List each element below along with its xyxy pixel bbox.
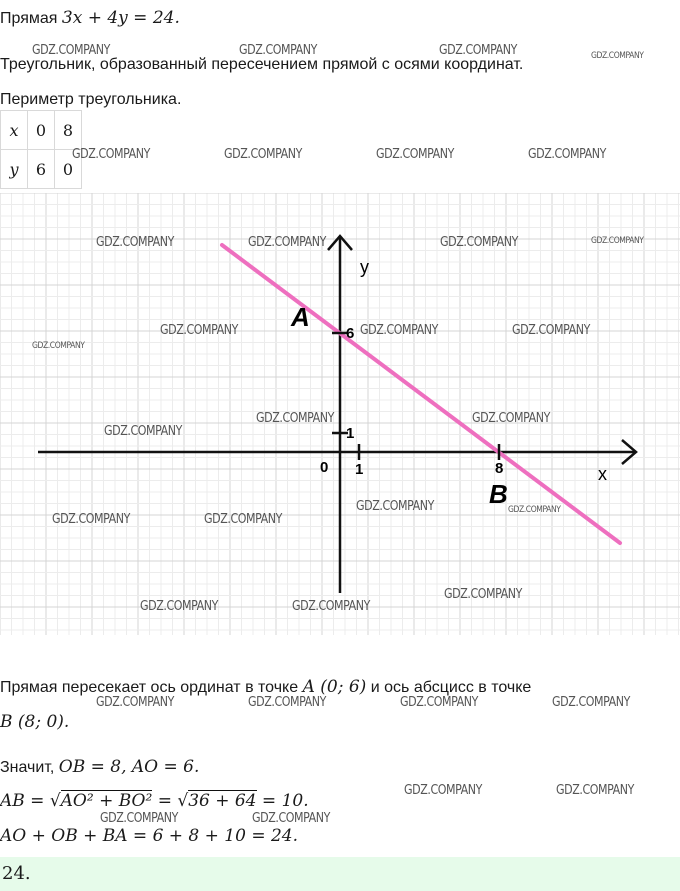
watermark: GDZ.COMPANY xyxy=(248,235,326,250)
watermark: GDZ.COMPANY xyxy=(204,512,282,527)
table-cell: x xyxy=(1,111,28,150)
table-cell: 0 xyxy=(28,111,55,150)
answer-value: 24. xyxy=(2,863,31,884)
watermark: GDZ.COMPANY xyxy=(439,43,517,58)
table-row xyxy=(1,111,82,150)
perimeter-equation: AO + OB + BA = 6 + 8 + 10 = 24. xyxy=(0,826,299,846)
point-a-label: A xyxy=(291,302,310,332)
intro-line xyxy=(0,8,180,29)
watermark: GDZ.COMPANY xyxy=(252,811,330,826)
watermark: GDZ.COMPANY xyxy=(224,147,302,162)
watermark: GDZ.COMPANY xyxy=(552,695,630,710)
watermark: GDZ.COMPANY xyxy=(591,51,644,61)
watermark: GDZ.COMPANY xyxy=(360,323,438,338)
ab-mid: = √ xyxy=(152,791,189,811)
watermark: GDZ.COMPANY xyxy=(444,587,522,602)
ab-radicand-1: AO² + BO² xyxy=(60,791,153,811)
watermark: GDZ.COMPANY xyxy=(140,599,218,614)
watermark: GDZ.COMPANY xyxy=(591,236,644,246)
therefore-equation: OB = 8, AO = 6. xyxy=(58,757,200,777)
watermark: GDZ.COMPANY xyxy=(400,695,478,710)
tick-x-8-label: 8 xyxy=(495,460,504,477)
ab-radicand-2: 36 + 64 xyxy=(188,791,257,811)
watermark: GDZ.COMPANY xyxy=(248,695,326,710)
intersect-prefix: Прямая пересекает ось ординат в точке xyxy=(0,679,299,696)
answer-box xyxy=(0,857,680,891)
watermark: GDZ.COMPANY xyxy=(512,323,590,338)
watermark: GDZ.COMPANY xyxy=(239,43,317,58)
watermark: GDZ.COMPANY xyxy=(508,505,561,515)
table-cell: 6 xyxy=(28,150,55,189)
therefore-line xyxy=(0,757,199,778)
intersect-middle: и ось абсцисс в точке xyxy=(370,679,532,696)
watermark: GDZ.COMPANY xyxy=(440,235,518,250)
watermark: GDZ.COMPANY xyxy=(72,147,150,162)
table-cell: 0 xyxy=(55,150,82,189)
watermark: GDZ.COMPANY xyxy=(100,811,178,826)
point-a-coords: A (0; 6) xyxy=(302,677,367,697)
point-b-label: B xyxy=(489,479,508,509)
origin-label: 0 xyxy=(320,459,329,476)
watermark: GDZ.COMPANY xyxy=(96,695,174,710)
axis-y-label: y xyxy=(360,257,369,277)
watermark: GDZ.COMPANY xyxy=(104,424,182,439)
watermark: GDZ.COMPANY xyxy=(404,783,482,798)
coordinate-graph xyxy=(0,193,680,635)
x-axis xyxy=(38,440,636,464)
tick-y-6-label: 6 xyxy=(346,325,355,342)
value-table xyxy=(0,110,82,189)
watermark: GDZ.COMPANY xyxy=(376,147,454,162)
point-b-coords: B (8; 0). xyxy=(0,712,70,732)
perimeter-text: Периметр треугольника. xyxy=(0,91,182,108)
tick-y-1-label: 1 xyxy=(346,425,355,442)
watermark: GDZ.COMPANY xyxy=(528,147,606,162)
watermark: GDZ.COMPANY xyxy=(32,341,85,351)
triangle-text: Треугольник, образованный пересечением прямой с осями координат. xyxy=(0,56,524,73)
table-cell: y xyxy=(1,150,28,189)
line-equation: 3x + 4y = 24. xyxy=(61,8,180,28)
watermark: GDZ.COMPANY xyxy=(32,43,110,58)
watermark: GDZ.COMPANY xyxy=(292,599,370,614)
watermark: GDZ.COMPANY xyxy=(160,323,238,338)
therefore-prefix: Значит, xyxy=(0,759,55,776)
watermark: GDZ.COMPANY xyxy=(52,512,130,527)
watermark: GDZ.COMPANY xyxy=(556,783,634,798)
axis-x-label: x xyxy=(598,464,607,484)
ab-result: = 10. xyxy=(256,791,309,811)
tick-x-1-label: 1 xyxy=(355,461,364,478)
line-label: Прямая xyxy=(0,10,58,27)
watermark: GDZ.COMPANY xyxy=(472,411,550,426)
watermark: GDZ.COMPANY xyxy=(356,499,434,514)
watermark: GDZ.COMPANY xyxy=(256,411,334,426)
ab-equation xyxy=(0,791,309,811)
ab-lhs: AB = √ xyxy=(0,791,61,811)
table-cell: 8 xyxy=(55,111,82,150)
table-row xyxy=(1,150,82,189)
watermark: GDZ.COMPANY xyxy=(96,235,174,250)
